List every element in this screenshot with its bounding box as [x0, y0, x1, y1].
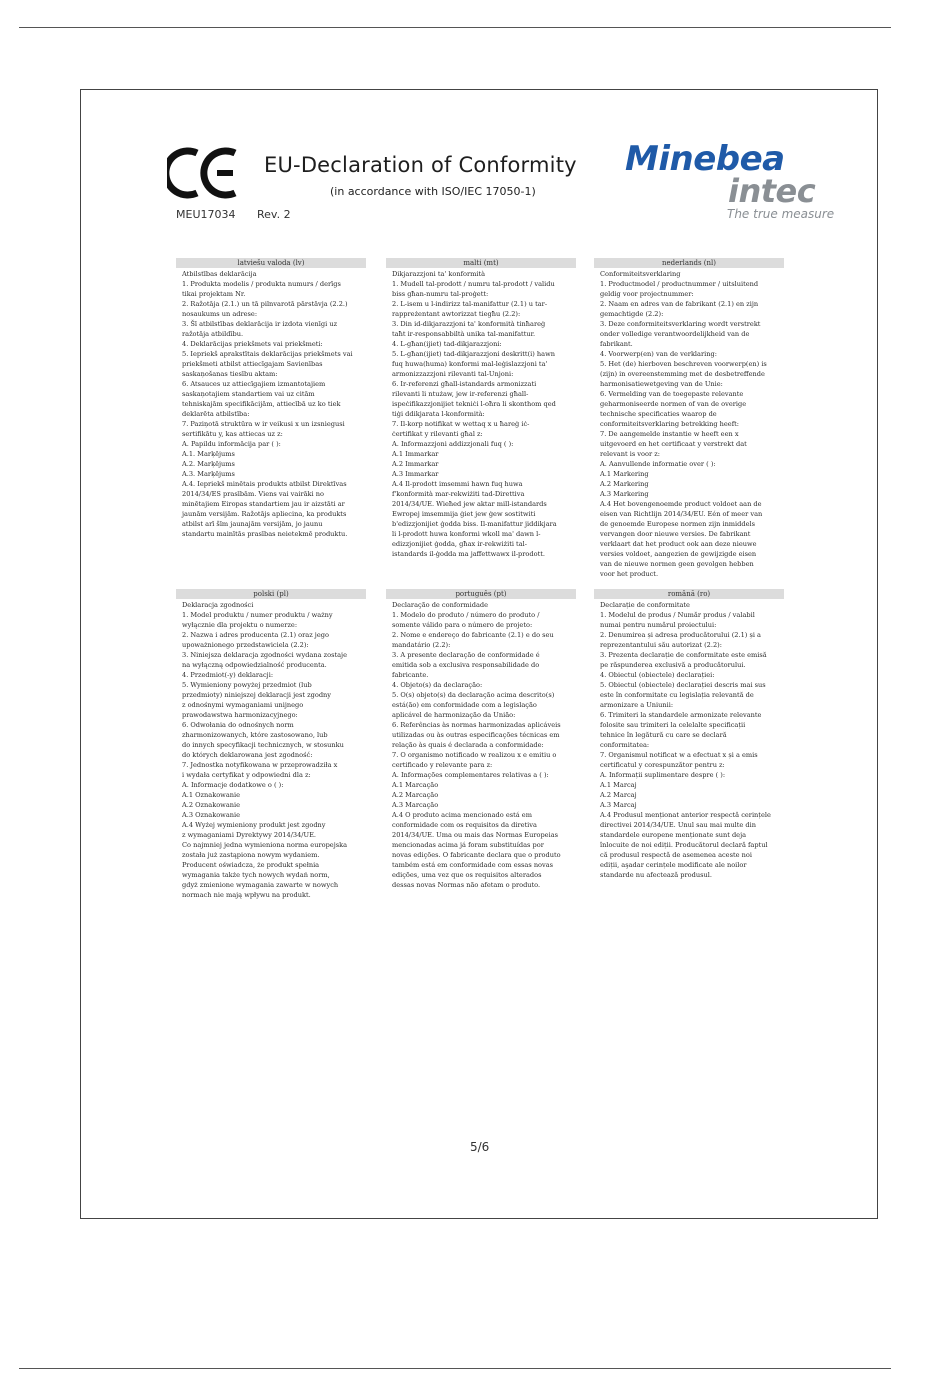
declaration-line: 2. Denumirea și adresa producătorului (2.1) și a [600, 631, 761, 639]
declaration-line: eisen van Richtlijn 2014/34/EU. Eén of meer van [600, 510, 763, 518]
declaration-line: A. Aanvullende informatie over ( ): [600, 460, 716, 468]
language-block-pt [386, 589, 576, 890]
declaration-line: A.4 Het bovengenoemde product voldoet aan de [600, 500, 762, 508]
declaration-line: 7. O organismo notificado w realizou x e emitiu o [392, 751, 557, 759]
declaration-line: nosaukums un adrese: [182, 310, 258, 318]
declaration-line: A.1 Marcação [392, 781, 439, 789]
declaration-line: A.1 Markering [600, 470, 649, 478]
declaration-line: 3. Niniejsza deklaracja zgodności wydana zostaje [182, 651, 347, 659]
declaration-line: 7. Paziņotā struktūra w ir veikusi x un izsniegusi [182, 420, 345, 428]
declaration-line: 6. Odwołania do odnośnych norm [182, 721, 294, 729]
declaration-line: Declaração de conformidade [392, 601, 489, 609]
declaration-line: A.2 Marcaj [600, 791, 637, 799]
declaration-line: A.1 Oznakowanie [182, 791, 241, 799]
language-heading: português (pt) [386, 589, 576, 599]
declaration-line: de genoemde Europese normen zijn inmiddels [600, 520, 756, 528]
declaration-line: certificado y relevante para z: [392, 761, 493, 769]
declaration-line: priekšmeti atbilst attiecīgajam Savienības [182, 360, 323, 368]
declaration-line: rilevanti li ntużaw, jew ir-referenzi għall- [392, 390, 529, 398]
declaration-line: dessas novas Normas não afetam o produto. [392, 881, 541, 889]
declaration-line: 3. Deze conformiteitsverklaring wordt verstrekt [600, 320, 761, 328]
declaration-line: normach nie mają wpływu na produkt. [182, 891, 311, 899]
declaration-line: ediții, aşadar cerințele modificate ale noilor [600, 861, 747, 869]
declaration-line: edizzjonijiet ġodda, għax ir-rekwiżiti tal- [392, 540, 527, 548]
declaration-line: gemachtigde (2.2): [600, 310, 664, 318]
declaration-line: 2. Naam en adres van de fabrikant (2.1) en zijn [600, 300, 759, 308]
declaration-line: 2014/34/ES prasībām. Viens vai vairāki no [182, 490, 324, 498]
declaration-line: 5. Wymieniony powyżej przedmiot (lub [182, 681, 312, 689]
declaration-line: A.2 Oznakowanie [182, 801, 241, 809]
declaration-line: 5. Het (de) hierboven beschreven voorwerp(en) is [600, 360, 767, 368]
declaration-line: 4. Objeto(s) da declaração: [392, 681, 483, 689]
declaration-line: Conformiteitsverklaring [600, 270, 681, 278]
declaration-line: este în conformitate cu legislația relevantă de [600, 691, 754, 699]
declaration-line: A.3 Marcaj [600, 801, 637, 809]
declaration-line: z odnośnymi wymaganiami unijnego [182, 701, 304, 709]
declaration-line: standartu mainītās prasības neietekmē produktu. [182, 530, 348, 538]
declaration-line: technische specificaties waarop de [600, 410, 717, 418]
top-rule [19, 27, 891, 28]
declaration-line: 6. Atsauces uz attiecīgajiem izmantotajiem [182, 380, 326, 388]
declaration-line: z wymaganiami Dyrektywy 2014/34/UE. [182, 831, 316, 839]
declaration-line: A.1 Marcaj [600, 781, 637, 789]
declaration-line: verklaart dat het product ook aan deze nieuwe [600, 540, 757, 548]
declaration-line: mandatário (2.2): [392, 641, 451, 649]
declaration-line: 3. A presente declaração de conformidade é [392, 651, 540, 659]
declaration-line: 7. Il-korp notifikat w wettaq x u ħareġ iċ- [392, 420, 530, 428]
declaration-line: ċertifikat y rilevanti għal z: [392, 430, 483, 438]
declaration-line: standarde nu afectează produsul. [600, 871, 712, 879]
declaration-line: A. Informações complementares relativas a ( ): [392, 771, 549, 779]
declaration-line: 6. Vermelding van de toegepaste relevante [600, 390, 744, 398]
language-heading: latviešu valoda (lv) [176, 258, 366, 268]
declaration-line: conformitatea: [600, 741, 650, 749]
declaration-line: 5. L-għan(ijiet) tad-dikjarazzjoni deskritt(i) hawn [392, 350, 556, 358]
declaration-line: aplicável de harmonização da União: [392, 711, 516, 719]
declaration-line: reprezentantului său autorizat (2.2): [600, 641, 722, 649]
declaration-line: 4. L-għan(ijiet) tad-dikjarazzjoni: [392, 340, 502, 348]
declaration-line: 7. Jednostka notyfikowana w przeprowadziła x [182, 761, 338, 769]
language-body [176, 600, 366, 900]
declaration-line: saskaņotajiem standartiem vai uz citām [182, 390, 315, 398]
document-code: MEU17034 [176, 208, 236, 221]
declaration-line: A.4 Wyżej wymieniony produkt jest zgodny [182, 821, 326, 829]
declaration-line: fabrikant. [600, 340, 633, 348]
declaration-line: onder volledige verantwoordelijkheid van de [600, 330, 750, 338]
declaration-line: 7. De aangemelde instantie w heeft een x [600, 430, 739, 438]
declaration-line: 2014/34/UE. Uma ou mais das Normas Europeias [392, 831, 559, 839]
declaration-line: edições, uma vez que os requisitos alterados [392, 871, 542, 879]
declaration-line: do których deklarowana jest zgodność: [182, 751, 313, 759]
language-body [594, 600, 784, 880]
brand-logo-minebea: Minebea [625, 139, 785, 179]
declaration-line: 5. Obiectul (obiectele) declarației descris mai sus [600, 681, 766, 689]
declaration-line: A.3 Markering [600, 490, 649, 498]
declaration-line: ispeċifikazzjonijiet tekniċi l-oħra li skonthom qed [392, 400, 556, 408]
declaration-line: 1. Modelul de produs / Număr produs / valabil [600, 611, 755, 619]
declaration-line: 2014/34/UE. Wieħed jew aktar mill-istandards [392, 500, 547, 508]
declaration-line: na wyłączną odpowiedzialność producenta. [182, 661, 327, 669]
declaration-line: fuq huwa(huma) konformi mal-leġislazzjoni ta' [392, 360, 548, 368]
declaration-line: numai pentru numărul proiectului: [600, 621, 717, 629]
declaration-line: 1. Productmodel / productnummer / uitsluitend [600, 280, 759, 288]
declaration-line: tiġi ddikjarata l-konformità: [392, 410, 485, 418]
declaration-line: mencionadas acima já foram substituídas por [392, 841, 544, 849]
declaration-line: 6. Trimiteri la standardele armonizate relevante [600, 711, 762, 719]
declaration-line: minētajiem Eiropas standartiem jau ir aizstāti ar [182, 500, 345, 508]
declaration-line: A.3 Marcação [392, 801, 439, 809]
declaration-line: uitgevoerd en het certificaat y verstrekt dat [600, 440, 747, 448]
declaration-line: também está em conformidade com essas novas [392, 861, 554, 869]
language-body [386, 269, 576, 559]
language-heading: română (ro) [594, 589, 784, 599]
declaration-line: emitida sob a exclusiva responsabilidade do [392, 661, 540, 669]
declaration-line: vervangen door nieuwe versies. De fabrikant [600, 530, 751, 538]
language-heading: polski (pl) [176, 589, 366, 599]
declaration-line: b'edizzjonijiet ġodda biss. Il-manifattur jiddikjara [392, 520, 557, 528]
declaration-line: novas edições. O fabricante declara que o produto [392, 851, 561, 859]
declaration-line: i wydała certyfikat y odpowiedni dla z: [182, 771, 311, 779]
declaration-line: A.2. Marķējums [182, 460, 235, 468]
declaration-line: conformidade com os requisitos da diretiva [392, 821, 537, 829]
declaration-line: 5. Iepriekš aprakstītais deklarācijas priekšmets vai [182, 350, 353, 358]
declaration-line: A.4 O produto acima mencionado está em [392, 811, 532, 819]
declaration-line: 1. Model produktu / numer produktu / ważny [182, 611, 333, 619]
declaration-line: f'konformità mar-rekwiżiti tad-Direttiva [392, 490, 525, 498]
revision-label: Rev. 2 [257, 208, 291, 221]
language-body [594, 269, 784, 579]
declaration-line: rappreżentant awtorizzat tiegħu (2.2): [392, 310, 521, 318]
declaration-line: înlocuite de noi ediții. Producătorul declară faptul [600, 841, 768, 849]
declaration-line: versies voldoet, aangezien de gewijzigde eisen [600, 550, 757, 558]
declaration-line: 1. Modelo do produto / número do produto / [392, 611, 540, 619]
declaration-line: 6. Ir-referenzi għall-istandards armonizzati [392, 380, 537, 388]
brand-tagline: The true measure [727, 207, 835, 221]
declaration-line: sertifikātu y, kas attiecas uz z: [182, 430, 283, 438]
declaration-line: A. Informații suplimentare despre ( ): [600, 771, 726, 779]
declaration-line: harmonisatiewetgeving van de Unie: [600, 380, 723, 388]
declaration-line: atbilst arī šīm jaunajām versijām, jo jaunu [182, 520, 323, 528]
declaration-line: wymagania także tych nowych wydań norm, [182, 871, 330, 879]
declaration-line: 4. Przedmiot(-y) deklaracji: [182, 671, 274, 679]
bottom-rule [19, 1368, 891, 1369]
declaration-line: está(ão) em conformidade com a legislação [392, 701, 537, 709]
declaration-line: li l-prodott huwa konformi wkoll ma' dawn l- [392, 530, 541, 538]
declaration-line: A. Papildu informācija par ( ): [182, 440, 281, 448]
declaration-line: pe răspunderea exclusivă a producătorului. [600, 661, 746, 669]
declaration-line: geharmoniseerde normen of van de overige [600, 400, 747, 408]
declaration-line: ražotāja atbildību. [182, 330, 244, 338]
declaration-line: biss għan-numru tal-proġett: [392, 290, 489, 298]
declaration-line: Ewropej imsemmija ġiet jew ġew sostitwiti [392, 510, 536, 518]
declaration-line: tikai projektam Nr. [182, 290, 246, 298]
language-body [386, 600, 576, 890]
declaration-line: folosite sau trimiteri la celelalte specificații [600, 721, 746, 729]
declaration-line: Declarație de conformitate [600, 601, 690, 609]
declaration-line: somente válido para o número de projeto: [392, 621, 533, 629]
declaration-line: A.3 Immarkar [392, 470, 439, 478]
declaration-line: 1. Mudell tal-prodott / numru tal-prodott / validu [392, 280, 555, 288]
declaration-line: została już zastąpiona nowym wydaniem. [182, 851, 320, 859]
declaration-line: A.2 Marcação [392, 791, 439, 799]
declaration-line: Producent oświadcza, że produkt spełnia [182, 861, 320, 869]
declaration-line: Co najmniej jedna wymieniona norma europejska [182, 841, 348, 849]
declaration-line: armonizzazzjoni rilevanti tal-Unjoni: [392, 370, 514, 378]
declaration-line: A.1. Marķējums [182, 450, 235, 458]
declaration-line: przedmioty) niniejszej deklaracji jest zgodny [182, 691, 332, 699]
declaration-line: istandards il-ġodda ma jaffettwawx il-prodott. [392, 550, 545, 558]
page-title: EU-Declaration of Conformity [264, 153, 577, 177]
declaration-line: 4. Voorwerp(en) van de verklaring: [600, 350, 717, 358]
declaration-line: tehniskajām specifikācijām, attiecībā uz ko tiek [182, 400, 341, 408]
page-subtitle: (in accordance with ISO/IEC 17050-1) [330, 185, 536, 198]
declaration-line: că produsul respectă de asemenea aceste noi [600, 851, 752, 859]
declaration-line: standardele europene menționate sunt deja [600, 831, 747, 839]
declaration-line: A. Informacje dodatkowe o ( ): [182, 781, 284, 789]
declaration-line: Dikjarazzjoni ta' konformità [392, 270, 486, 278]
declaration-line: van de nieuwe normen geen gevolgen hebben [600, 560, 754, 568]
declaration-line: 3. Prezenta declarație de conformitate este emisă [600, 651, 767, 659]
declaration-line: Deklaracja zgodności [182, 601, 254, 609]
declaration-line: zharmonizowanych, które zastosowano, lub [182, 731, 328, 739]
language-block-ro [594, 589, 784, 880]
declaration-line: upoważnionego przedstawiciela (2.2): [182, 641, 309, 649]
language-block-mt [386, 258, 576, 559]
language-heading: malti (mt) [386, 258, 576, 268]
declaration-line: taħt ir-responsabbiltà unika tal-manifattur. [392, 330, 536, 338]
language-heading: nederlands (nl) [594, 258, 784, 268]
declaration-line: utilizadas ou às outras especificações técnicas em [392, 731, 560, 739]
language-block-nl [594, 258, 784, 579]
declaration-line: 4. Deklarācijas priekšmets vai priekšmeti: [182, 340, 323, 348]
declaration-line: 1. Produkta modelis / produkta numurs / derīgs [182, 280, 341, 288]
language-body [176, 269, 366, 539]
declaration-line: (zijn) in overeenstemming met de desbetreffende [600, 370, 765, 378]
declaration-line: A.4 Il-prodott imsemmi hawn fuq huwa [392, 480, 523, 488]
declaration-line: 3. Šī atbilstības deklarācija ir izdota vienīgi uz [182, 320, 338, 328]
language-block-lv [176, 258, 366, 539]
declaration-line: 5. O(s) objeto(s) da declaração acima descrito(s) [392, 691, 555, 699]
declaration-line: A.4 Produsul menționat anterior respectă cerințele [600, 811, 771, 819]
declaration-line: 7. Organismul notificat w a efectuat x și a emis [600, 751, 758, 759]
declaration-line: A.4. Iepriekš minētais produkts atbilst Direktīvas [182, 480, 347, 488]
declaration-line: 3. Din id-dikjarazzjoni ta' konformità tinħareġ [392, 320, 546, 328]
declaration-line: fabricante. [392, 671, 429, 679]
declaration-line: deklarēta atbilstība: [182, 410, 250, 418]
declaration-line: relação às quais é declarada a conformidade: [392, 741, 544, 749]
declaration-line: A.3. Marķējums [182, 470, 235, 478]
declaration-line: certificatul y corespunzător pentru z: [600, 761, 725, 769]
declaration-line: wyłącznie dla projektu o numerze: [182, 621, 298, 629]
declaration-line: A.3 Oznakowanie [182, 811, 241, 819]
declaration-line: gdyż zmienione wymagania zawarte w nowych [182, 881, 339, 889]
declaration-line: A. Informazzjoni addizzjonali fuq ( ): [392, 440, 514, 448]
declaration-line: A.1 Immarkar [392, 450, 439, 458]
declaration-line: do innych specyfikacji technicznych, w stosunku [182, 741, 344, 749]
declaration-line: 2. Nome e endereço do fabricante (2.1) e do seu [392, 631, 554, 639]
declaration-line: A.2 Immarkar [392, 460, 439, 468]
ce-mark-icon [167, 147, 239, 199]
declaration-line: Atbilstības deklarācija [182, 270, 257, 278]
declaration-line: prawodawstwa harmonizacyjnego: [182, 711, 298, 719]
declaration-line: 6. Referências às normas harmonizadas aplicáveis [392, 721, 561, 729]
declaration-line: saskaņošanas tiesību aktam: [182, 370, 278, 378]
declaration-line: relevant is voor z: [600, 450, 660, 458]
declaration-line: geldig voor projectnummer: [600, 290, 694, 298]
declaration-line: jaunām versijām. Ražotājs apliecina, ka produkts [182, 510, 347, 518]
declaration-line: conformiteitsverklaring betrekking heeft: [600, 420, 740, 428]
declaration-line: 2. Nazwa i adres producenta (2.1) oraz jego [182, 631, 329, 639]
language-block-pl [176, 589, 366, 900]
declaration-line: directivei 2014/34/UE. Unul sau mai multe din [600, 821, 756, 829]
declaration-line: 4. Obiectul (obiectele) declarației: [600, 671, 715, 679]
declaration-line: A.2 Markering [600, 480, 649, 488]
brand-logo-intec: intec [728, 172, 816, 210]
declaration-line: armonizare a Uniunii: [600, 701, 674, 709]
declaration-line: 2. Ražotāja (2.1.) un tā pilnvarotā pārstāvja (2.2.) [182, 300, 348, 308]
declaration-line: tehnice în legătură cu care se declară [600, 731, 727, 739]
declaration-line: 2. L-isem u l-indirizz tal-manifattur (2.1) u tar- [392, 300, 548, 308]
page-number: 5/6 [470, 1140, 490, 1154]
declaration-line: voor het product. [600, 570, 659, 578]
